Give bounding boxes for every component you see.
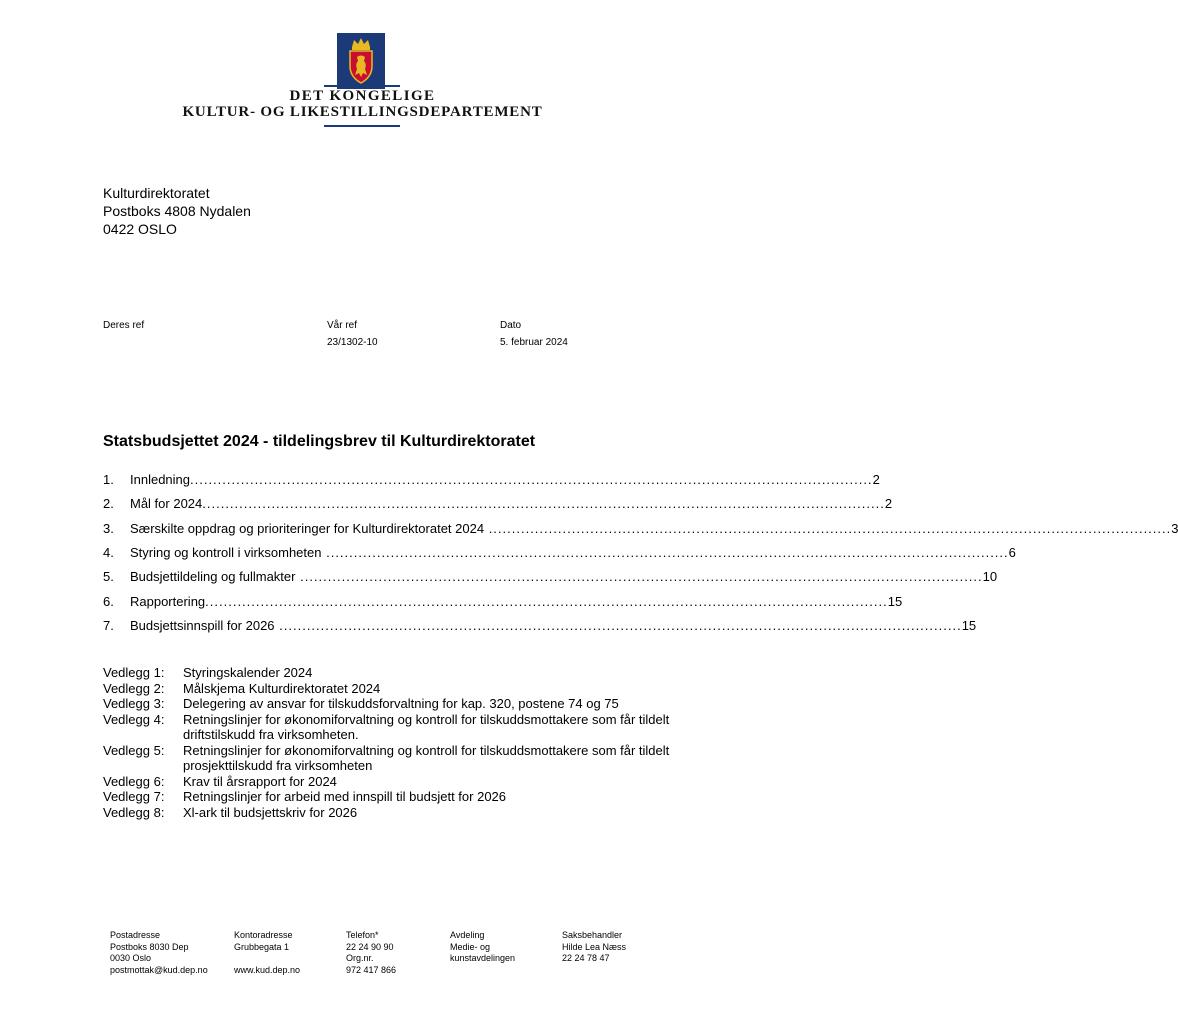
toc-text: Budsjettildeling og fullmakter: [130, 569, 296, 584]
attachment-item: [103, 774, 673, 790]
toc-leader: ....................................................................................................................................................: [274, 618, 962, 633]
dato-label: Dato: [500, 320, 522, 331]
deres-ref-label: Deres ref: [103, 320, 145, 331]
toc-number: 1.: [103, 472, 114, 487]
var-ref: [327, 317, 378, 351]
dato-value: 5. februar 2024: [500, 337, 568, 348]
toc-number: 3.: [103, 521, 114, 536]
attachment-label: Vedlegg 4:: [103, 711, 165, 727]
toc-number: 6.: [103, 594, 114, 609]
attachment-label: Vedlegg 6:: [103, 773, 165, 789]
toc-page: 10: [982, 569, 998, 584]
toc-number: 5.: [103, 569, 114, 584]
toc-item-7[interactable]: [103, 618, 977, 636]
toc-item-3[interactable]: [103, 521, 1178, 539]
toc-leader: ....................................................................................................................................................: [484, 521, 1172, 536]
footer-line: Org.nr.: [346, 953, 374, 963]
attachment-label: Vedlegg 5:: [103, 742, 165, 758]
footer-line: 0030 Oslo: [110, 953, 152, 963]
toc-page: 6: [1008, 545, 1016, 560]
toc-text: Budsjettsinnspill for 2026: [130, 618, 275, 633]
toc-number: 7.: [103, 618, 114, 633]
recipient-line2: Postboks 4808 Nydalen: [103, 203, 251, 219]
footer-line: 22 24 90 90: [346, 941, 394, 952]
toc-page: 15: [887, 594, 903, 609]
footer-line: Grubbegata 1: [234, 941, 290, 952]
logo-rule-bottom: [324, 125, 400, 127]
attachment-item: [103, 805, 673, 821]
attachment-item: [103, 696, 673, 712]
toc-text: Særskilte oppdrag og prioriteringer for Kulturdirektoratet 2024: [130, 521, 485, 536]
footer-label: Postadresse: [110, 930, 161, 940]
footer-label: Saksbehandler: [562, 930, 623, 940]
toc-leader: ....................................................................................................................................................: [321, 545, 1009, 560]
toc-number: 2.: [103, 496, 114, 511]
attachment-label: Vedlegg 8:: [103, 804, 165, 820]
toc-text: Innledning: [130, 472, 190, 487]
footer-label: Avdeling: [450, 930, 485, 940]
attachment-text: Krav til årsrapport for 2024: [183, 773, 337, 789]
footer-line: 22 24 78 47: [562, 953, 610, 963]
document-title: Statsbudsjettet 2024 - tildelingsbrev til Kulturdirektoratet: [103, 433, 536, 450]
toc-page: 2: [872, 472, 880, 487]
toc-page: 15: [961, 618, 977, 633]
toc-text: Rapportering: [130, 594, 206, 609]
attachment-label: Vedlegg 1:: [103, 665, 165, 680]
attachment-item: [103, 743, 673, 774]
toc-leader: ....................................................................................................................................................: [205, 594, 888, 609]
toc-item-6[interactable]: [103, 594, 903, 612]
toc-leader: ....................................................................................................................................................: [190, 472, 873, 487]
footer-line: kunstavdelingen: [450, 953, 516, 963]
attachment-item: [103, 665, 673, 681]
footer-telefon: [346, 930, 396, 976]
var-ref-value: 23/1302-10: [327, 337, 378, 348]
ministry-name-line1: DET KONGELIGE: [289, 88, 436, 104]
recipient-address: [103, 184, 251, 238]
toc-page: 3: [1171, 521, 1178, 536]
attachment-text: Retningslinjer for økonomiforvaltning og kontroll for tilskuddsmottakere som får tildelt prosjekttilskudd fra virksomheten: [183, 742, 670, 773]
deres-ref: [103, 317, 144, 334]
toc-item-5[interactable]: [103, 569, 998, 587]
attachment-text: Delegering av ansvar for tilskuddsforvaltning for kap. 320, postene 74 og 75: [183, 696, 619, 711]
attachment-text: Retningslinjer for økonomiforvaltning og kontroll for tilskuddsmottakere som får tildelt driftstilskudd fra virksomheten.: [183, 711, 670, 742]
toc-leader: ....................................................................................................................................................: [295, 569, 983, 584]
ministry-name-line2: KULTUR- OG LIKESTILLINGSDEPARTEMENT: [182, 104, 543, 120]
toc-leader: ....................................................................................................................................................: [202, 496, 885, 511]
recipient-line3: 0422 OSLO: [103, 221, 177, 237]
footer-label: Telefon*: [346, 930, 379, 940]
attachment-label: Vedlegg 7:: [103, 789, 165, 804]
toc-page: 2: [884, 496, 893, 511]
footer-line: Postboks 8030 Dep: [110, 941, 189, 952]
attachment-item: [103, 789, 673, 805]
toc-number: 4.: [103, 545, 114, 560]
toc-item-2[interactable]: [103, 496, 893, 514]
attachment-label: Vedlegg 3:: [103, 696, 165, 711]
attachment-list: [103, 665, 673, 820]
toc-item-1[interactable]: [103, 472, 880, 490]
attachment-label: Vedlegg 2:: [103, 680, 165, 696]
footer-website-link[interactable]: www.kud.dep.no: [234, 964, 301, 975]
recipient-line1: Kulturdirektoratet: [103, 185, 210, 201]
var-ref-label: Vår ref: [327, 320, 358, 331]
footer-line: Hilde Lea Næss: [562, 941, 627, 952]
footer-label: Kontoradresse: [234, 930, 293, 940]
footer-saksbehandler: [562, 930, 626, 965]
toc-text: Styring og kontroll i virksomheten: [130, 545, 322, 560]
footer-line: 972 417 866: [346, 964, 397, 975]
toc-item-4[interactable]: [103, 545, 1016, 563]
toc-text: Mål for 2024: [130, 496, 203, 511]
attachment-item: [103, 681, 673, 697]
footer-postadresse: [110, 930, 208, 976]
attachment-text: Styringskalender 2024: [183, 665, 313, 680]
footer-line: Medie- og: [450, 941, 491, 952]
footer-email-link[interactable]: postmottak@kud.dep.no: [110, 964, 208, 975]
attachment-item: [103, 712, 673, 743]
footer-line: [234, 953, 300, 965]
footer-kontoradresse: [234, 930, 300, 976]
dato: [500, 317, 568, 351]
footer-avdeling: [450, 930, 515, 965]
logo-rule-top: [324, 85, 400, 87]
attachment-text: Xl-ark til budsjettskriv for 2026: [183, 804, 358, 820]
royal-crest-logo: [337, 33, 385, 89]
attachment-text: Målskjema Kulturdirektoratet 2024: [183, 680, 381, 696]
attachment-text: Retningslinjer for arbeid med innspill til budsjett for 2026: [183, 789, 507, 804]
